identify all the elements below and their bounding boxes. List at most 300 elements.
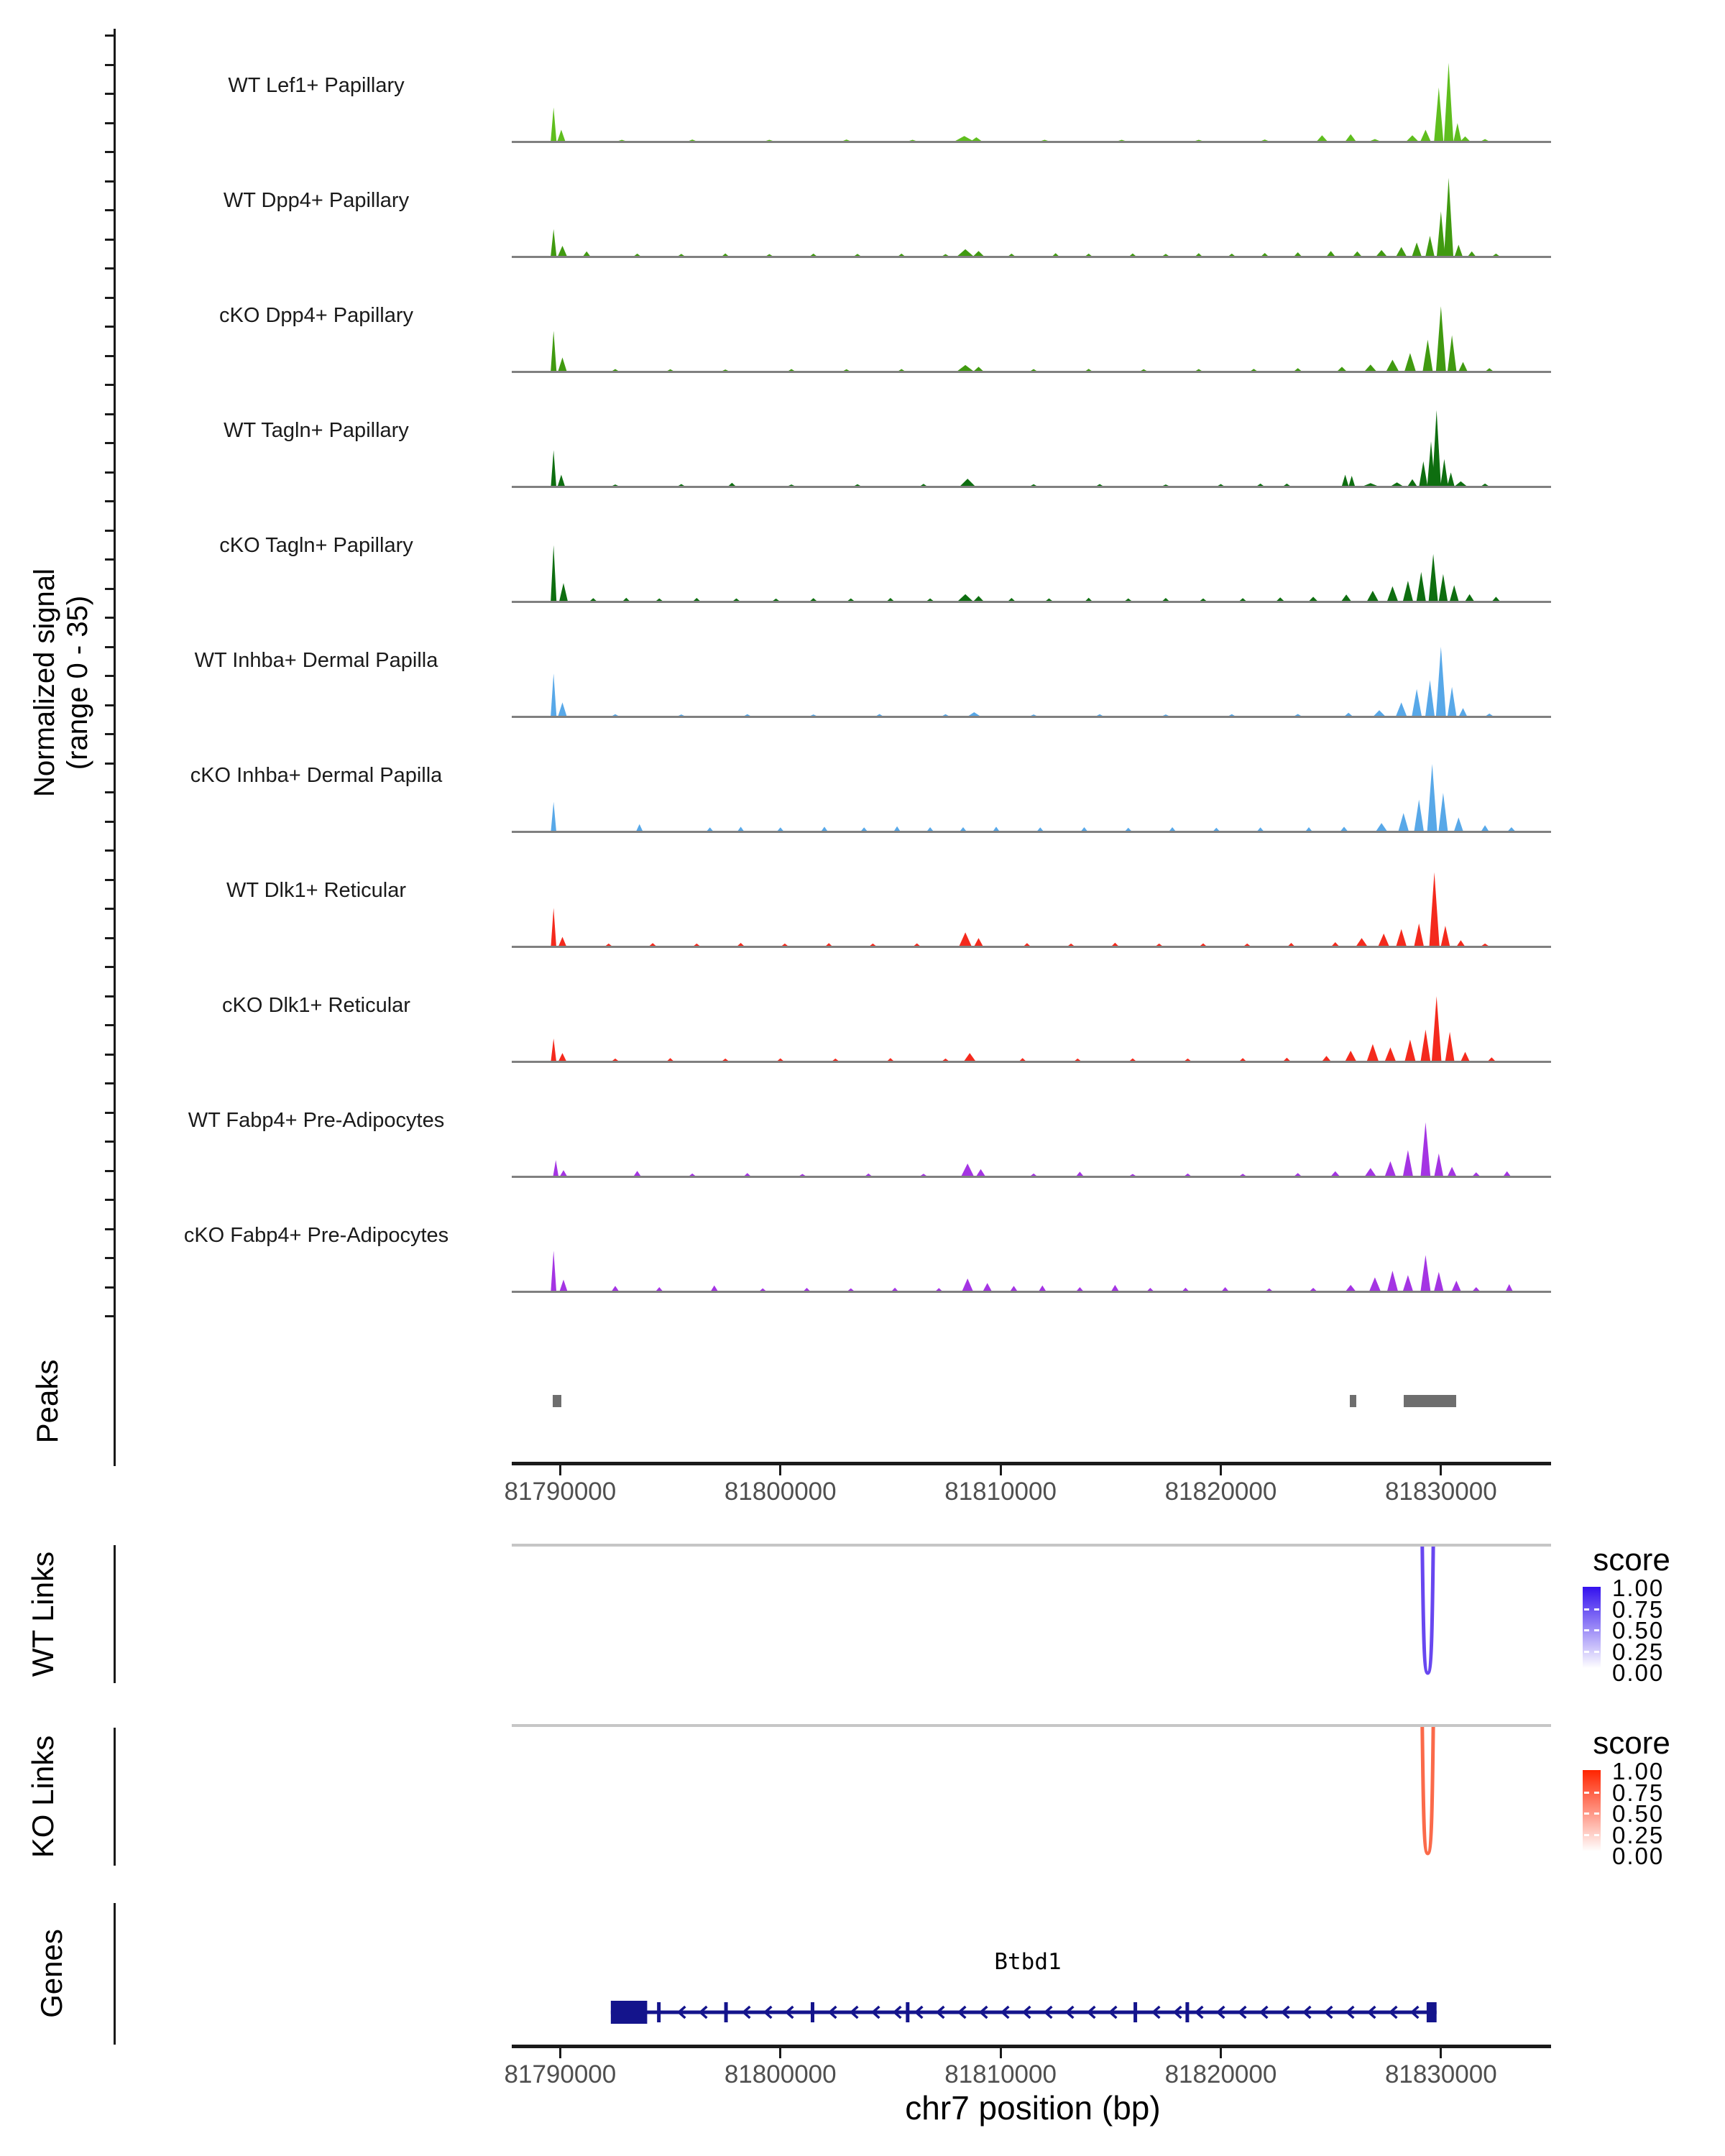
signal-peak [1403,1150,1413,1176]
signal-peak [972,137,982,141]
signal-peak [1222,1287,1228,1291]
signal-peak [974,596,983,601]
signal-peak [1376,823,1387,831]
y-axis-tick [105,995,114,998]
signal-peak [760,1289,765,1291]
y-axis-tick [105,617,114,619]
signal-peak [590,598,597,601]
signal-peak [1258,827,1264,831]
wt-links-section-label: WT Links [26,1551,60,1677]
y-axis-tick [105,530,114,532]
legend-bar-tick [1594,1792,1599,1794]
signal-peak [1379,934,1389,946]
signal-peak [1482,484,1489,486]
signal-peak [962,1164,974,1176]
signal-peak [729,483,735,486]
signal-peak [1445,1032,1455,1061]
y-axis-tick [105,1082,114,1084]
legend-value-label: 0.50 [1612,1617,1665,1644]
signal-peak [1482,944,1489,946]
signal-peak [678,714,684,716]
track-label: WT Fabp4+ Pre-Adipocytes [188,1109,445,1132]
signal-peak [778,827,783,831]
signal-peak [558,130,566,142]
signal-peak [1240,1058,1246,1061]
signal-peak [1163,598,1169,601]
track-signal [512,395,1551,489]
signal-peak [1097,484,1103,487]
signal-peak [1229,714,1235,716]
x-axis-tick [1000,1465,1002,1475]
signal-peak [1240,1174,1246,1176]
signal-peak [1020,1058,1026,1061]
signal-peak [810,598,816,601]
signal-peak [558,1053,566,1061]
signal-peak [1489,1057,1495,1061]
signal-peak [848,1289,854,1291]
signal-peak [811,254,816,256]
signal-peak [558,357,567,371]
track-signal [512,165,1551,259]
signal-peak [689,139,696,141]
track-label: cKO Tagln+ Papillary [219,534,413,557]
x-axis-tick [779,1465,781,1475]
signal-peak [1417,572,1426,601]
signal-peak [1294,368,1301,371]
x-axis-tick-label: 81800000 [724,2060,837,2088]
signal-peak [1364,483,1377,486]
x-axis-title: chr7 position (bp) [905,2089,1161,2127]
signal-peak [1486,368,1493,371]
track-label: cKO Fabp4+ Pre-Adipocytes [183,1224,449,1247]
y-axis-tick [105,908,114,910]
signal-peak [1195,140,1202,142]
exon-tick [906,2002,909,2022]
legend-value-label: 0.25 [1612,1638,1665,1665]
track-signal [512,855,1551,949]
signal-peak [993,826,999,831]
y-axis-tick [105,1112,114,1114]
x-axis-tick [1000,2048,1002,2058]
signal-peak [1317,135,1328,141]
signal-peak [788,369,794,372]
exon-tick [811,2002,814,2022]
signal-peak [909,140,916,142]
signal-peak [612,484,618,486]
signal-peak [1163,254,1169,256]
signal-peak [1356,938,1367,946]
signal-peak [1421,1123,1431,1176]
signal-peak [1112,943,1118,946]
exon-tick [1185,2002,1189,2022]
signal-peak [1374,710,1384,716]
signal-peak [560,1170,566,1176]
track-label: WT Lef1+ Papillary [228,74,405,97]
signal-peak [1440,459,1448,486]
exon-tick [724,2002,728,2022]
signal-peak [1342,475,1348,487]
signal-peak [782,944,788,946]
signal-peak [1453,123,1461,141]
signal-peak [551,450,556,486]
signal-peak [1118,140,1125,142]
gene-model [512,1991,1551,2034]
signal-peak [636,824,643,831]
signal-peak [612,1059,618,1061]
signal-peak [689,1174,695,1176]
y-axis-tick [105,791,114,793]
signal-peak [635,254,640,256]
track-baseline [512,371,1551,373]
signal-peak [1353,252,1361,256]
signal-peak [1459,362,1468,371]
signal-peak [1147,1288,1153,1291]
y-axis-tick [105,267,114,270]
signal-peak [1407,135,1417,141]
signal-peak [1266,1289,1272,1291]
wt-score-legend-title: score [1593,1542,1670,1577]
signal-peak [612,1286,618,1291]
signal-peak [1436,306,1446,371]
signal-peak [722,369,728,371]
y-axis-label-line1: Normalized signal [29,568,60,797]
signal-peak [1289,943,1294,946]
track-baseline [512,1061,1551,1063]
signal-peak [1481,825,1489,831]
signal-peak [1397,247,1407,256]
legend-bar-tick [1594,1812,1599,1815]
legend-bar-tick [1594,1651,1599,1653]
signal-peak [656,599,663,601]
signal-peak [1082,827,1087,831]
signal-peak [1452,1281,1460,1291]
signal-peak [584,252,590,256]
link-arc [1422,1547,1433,1673]
signal-peak [634,1171,640,1176]
signal-peak [1229,254,1235,256]
exon-tick [1133,2002,1137,2022]
signal-peak [958,594,972,601]
signal-peak [738,826,744,831]
signal-peak [1427,764,1438,831]
signal-peak [1420,461,1428,486]
y-axis-tick [105,209,114,211]
signal-peak [1429,554,1438,601]
track-label: cKO Dlk1+ Reticular [222,994,410,1017]
signal-peak [1310,596,1317,601]
signal-peak [612,369,618,372]
signal-peak [1068,944,1074,946]
peak-interval [1404,1395,1457,1407]
y-axis-tick [105,1315,114,1317]
signal-peak [623,598,630,601]
signal-peak [1169,827,1175,831]
signal-peak [1284,484,1290,486]
y-axis-tick [105,821,114,823]
signal-peak [1504,1171,1510,1176]
y-axis-tick [105,1257,114,1259]
y-axis-tick [105,500,114,502]
ko-score-gradient-bar [1583,1770,1601,1855]
peak-interval [1350,1395,1356,1407]
signal-peak [1130,1059,1136,1061]
signal-peak [943,1059,949,1061]
signal-peak [1403,581,1413,601]
signal-peak [822,826,827,831]
signal-peak [1332,942,1338,946]
x-axis-tick [1440,1465,1442,1475]
signal-peak [551,545,556,602]
signal-peak [668,1058,673,1061]
gene-name-label: Btbd1 [994,1949,1062,1975]
signal-peak [888,1058,893,1061]
signal-peak [974,367,983,371]
track-signal [512,1085,1551,1179]
signal-peak [558,702,567,716]
signal-peak [898,254,904,256]
ko-link-curve [512,1727,1551,1861]
track-signal [512,280,1551,374]
signal-peak [914,944,920,946]
signal-peak [1468,252,1476,256]
signal-peak [1024,943,1030,946]
track-baseline [512,486,1551,488]
y-axis-tick [105,1170,114,1172]
y-axis-tick [105,151,114,153]
signal-peak [1039,1286,1046,1291]
y-axis-tick [105,588,114,590]
signal-peak [1053,253,1059,256]
signal-peak [1385,1161,1396,1176]
signal-peak [1434,1272,1443,1291]
signal-peak [1342,594,1351,601]
legend-bar-tick [1584,1812,1589,1815]
signal-peak [694,944,699,946]
ko-links-section-label: KO Links [26,1735,60,1858]
x-axis-tick-label: 81830000 [1384,1478,1497,1506]
track-baseline [512,601,1551,603]
y-axis-tick [105,763,114,765]
signal-peak [1261,253,1268,256]
signal-peak [1392,482,1402,486]
y-axis-tick [105,1054,114,1056]
signal-peak [1436,647,1446,716]
signal-peak [1322,1056,1330,1061]
y-axis-tick [105,64,114,66]
signal-peak [733,599,740,601]
signal-peak [1251,369,1256,371]
signal-peak [1421,1255,1431,1291]
signal-peak [1455,482,1466,486]
signal-peak [745,1173,750,1176]
signal-peak [1386,360,1399,372]
signal-peak [1473,1287,1479,1291]
signal-peak [1340,826,1347,831]
signal-peak [1397,929,1407,946]
signal-peak [1365,364,1376,371]
track-label: cKO Inhba+ Dermal Papilla [190,764,443,787]
legend-bar-tick [1584,1608,1589,1611]
signal-peak [551,229,556,256]
signal-peak [1213,828,1219,831]
signal-peak [1086,369,1092,371]
x-axis-tick-label: 81810000 [944,2060,1057,2088]
y-axis-tick [105,471,114,474]
signal-peak [936,1288,942,1291]
signal-peak [1466,594,1474,601]
signal-peak [558,937,566,946]
track-signal [512,510,1551,604]
signal-peak [773,599,779,601]
legend-bar-tick [1594,1608,1599,1611]
signal-peak [1112,1285,1119,1291]
signal-peak [1218,484,1224,487]
y-axis-line [114,29,116,1335]
signal-peak [1261,139,1268,141]
signal-peak [1367,591,1378,601]
signal-peak [804,1288,810,1291]
x-axis-tick-label: 81800000 [724,1478,837,1506]
track-baseline [512,946,1551,948]
y-axis-tick [105,733,114,735]
signal-peak [1454,817,1463,831]
signal-peak [1126,599,1132,601]
signal-peak [1432,996,1441,1061]
signal-peak [1414,923,1424,946]
signal-peak [1506,1284,1512,1291]
signal-peak [606,944,612,946]
signal-peak [977,1169,985,1176]
signal-peak [1077,1171,1083,1176]
signal-peak [1437,211,1445,256]
signal-peak [1448,335,1456,371]
signal-peak [1444,178,1453,257]
signal-peak [1493,254,1499,256]
y-axis-tick [105,384,114,386]
signal-peak [1294,714,1301,717]
signal-peak [1183,1288,1189,1291]
x-axis-tick-label: 81830000 [1384,2060,1497,2088]
track-baseline [512,141,1551,143]
signal-peak [1455,245,1463,257]
track-signal [512,1200,1551,1294]
signal-peak [711,1286,717,1291]
signal-peak [844,369,850,371]
genes-section-label: Genes [34,1929,68,2018]
signal-peak [1284,1058,1290,1061]
y-axis-tick [105,1286,114,1289]
signal-peak [1310,1288,1317,1291]
signal-peak [668,369,673,371]
legend-value-label: 0.75 [1612,1779,1665,1806]
y-axis-tick [105,180,114,183]
signal-peak [656,1287,663,1291]
signal-peak [1196,369,1202,372]
signal-peak [1200,944,1206,946]
ko-links-bracket [114,1728,116,1866]
signal-peak [969,712,980,716]
signal-peak [894,826,900,831]
signal-peak [1185,1174,1191,1176]
signal-peak [1459,708,1467,716]
signal-peak [1097,714,1103,716]
signal-peak [1346,1285,1356,1291]
y-axis-tick [105,646,114,648]
signal-peak [1448,687,1456,716]
y-axis-tick [105,966,114,968]
signal-peak [1421,1030,1431,1061]
signal-peak [1482,139,1489,142]
signal-peak [960,479,975,486]
signal-peak [1008,254,1014,256]
signal-peak [1369,1277,1380,1291]
signal-peak [960,827,966,831]
signal-peak [612,714,618,716]
signal-peak [1508,827,1514,831]
y-axis-tick [105,675,114,677]
signal-peak [1461,1052,1470,1061]
signal-peak [1423,340,1433,371]
signal-peak [1085,598,1092,601]
track-label: WT Inhba+ Dermal Papilla [194,649,438,672]
y-axis-tick [105,297,114,299]
signal-peak [1412,689,1422,716]
y-axis-tick [105,1141,114,1143]
signal-peak [1346,134,1356,141]
signal-peak [955,136,973,141]
signal-peak [888,598,894,601]
signal-peak [898,369,904,372]
peaks-section-label: Peaks [30,1359,64,1444]
signal-peak [927,599,934,601]
track-signal [512,625,1551,719]
signal-peak [1450,585,1458,601]
signal-peak [960,932,972,946]
x-axis-tick [1220,2048,1222,2058]
signal-peak [1196,253,1202,256]
signal-peak [1371,139,1379,142]
exon-box [1427,2002,1437,2022]
peaks-bracket [114,1335,116,1466]
legend-value-label: 0.75 [1612,1595,1665,1623]
legend-value-label: 0.25 [1612,1821,1665,1848]
y-axis-tick [105,558,114,561]
signal-peak [1425,236,1434,256]
signal-peak [1200,599,1207,601]
signal-peak [1460,137,1469,141]
signal-peak [957,365,972,371]
y-axis-tick [105,442,114,444]
signal-peak [1031,714,1036,716]
signal-peak [767,254,773,257]
signal-peak [551,108,556,142]
legend-value-label: 1.00 [1612,1575,1665,1601]
signal-peak [1345,713,1352,716]
signal-peak [832,1059,838,1061]
signal-peak [1365,1168,1376,1176]
signal-peak [1439,574,1448,601]
signal-peak [1405,1040,1416,1061]
y-axis-tick [105,122,114,124]
track-baseline [512,1176,1551,1178]
signal-peak [1385,1047,1396,1061]
signal-peak [1306,827,1312,831]
signal-peak [1493,596,1500,601]
y-axis-tick [105,1199,114,1201]
signal-peak [1376,250,1386,256]
signal-peak [1257,484,1264,486]
signal-peak [1130,254,1136,256]
